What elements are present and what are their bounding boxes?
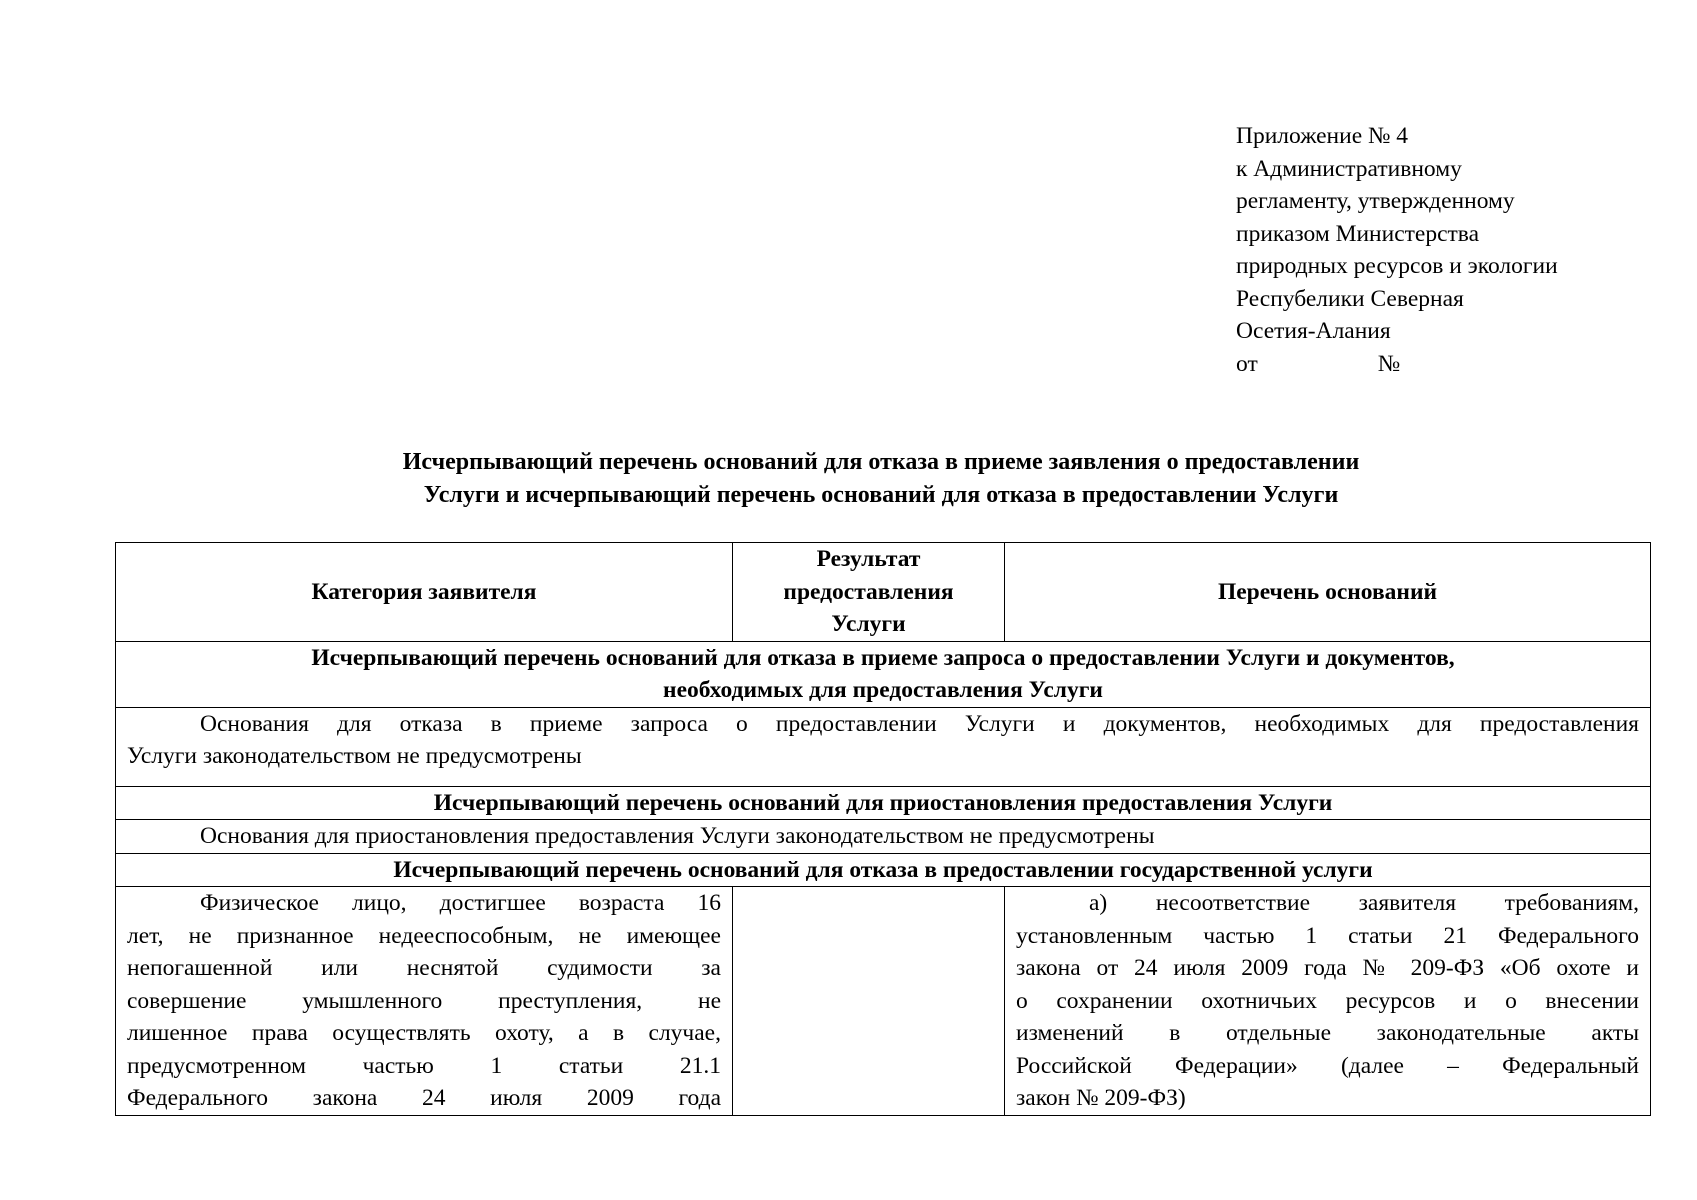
section-refusal-service-title: Исчерпывающий перечень оснований для отказа в предоставлении государственной услуги <box>116 853 1651 887</box>
section-suspension-title: Исчерпывающий перечень оснований для приостановления предоставления Услуги <box>116 786 1651 820</box>
annex-line: Осетия-Алания <box>1236 318 1391 344</box>
section-refusal-acceptance-title <box>116 641 1651 707</box>
annex-number-sign: № <box>1377 350 1401 377</box>
applicant-category-cell <box>116 887 733 1116</box>
category-line: совершение умышленного преступления, не <box>127 987 721 1014</box>
category-line: непогашенной или неснятой судимости за <box>127 955 721 981</box>
grounds-line: а) несоответствие заявителя требованиям, <box>1089 890 1639 916</box>
annex-line: приказом Министерства <box>1236 220 1480 247</box>
section-title-row <box>116 853 1651 887</box>
section-text-row <box>116 820 1651 854</box>
category-line: лет, не признанное недееспособным, не имеющее <box>127 922 721 949</box>
header-category: Категория заявителя <box>116 543 733 642</box>
result-cell <box>733 887 1005 1116</box>
table-row <box>116 887 1651 1116</box>
document-title-line: Исчерпывающий перечень оснований для отказа в приеме заявления о предоставлении <box>402 449 1360 475</box>
section-suspension-text: Основания для приостановления предоставления Услуги законодательством не предусмотрены <box>116 820 1651 854</box>
header-grounds: Перечень оснований <box>1005 543 1651 642</box>
table-header-row <box>116 543 1651 642</box>
section-title-row <box>116 786 1651 820</box>
grounds-line: о сохранении охотничьих ресурсов и о внесении <box>1016 987 1639 1014</box>
annex-line: природных ресурсов и экологии <box>1236 253 1558 279</box>
header-result: Результат предоставления Услуги <box>733 543 1005 642</box>
category-line: лишенное права осуществлять охоту, а в случае, <box>127 1020 721 1046</box>
grounds-line: закона от 24 июля 2009 года № 209-ФЗ «Об охоте и <box>1016 955 1639 981</box>
annex-line: к Административному <box>1236 155 1462 182</box>
annex-header <box>1236 120 1666 380</box>
section-title-line: Исчерпывающий перечень оснований для отказа в приеме запроса о предоставлении Услуги и документов, <box>311 644 1455 671</box>
annex-line: регламенту, утвержденному <box>1236 188 1515 214</box>
grounds-table <box>115 542 1651 1116</box>
section-title-row <box>116 641 1651 707</box>
grounds-line: закон № 209-ФЗ) <box>1016 1085 1186 1111</box>
grounds-cell <box>1005 887 1651 1116</box>
section-text-line: Основания для отказа в приеме запроса о предоставлении Услуги и документов, необходимых для предоставления <box>200 710 1639 737</box>
category-line: Физическое лицо, достигшее возраста 16 <box>200 890 721 916</box>
grounds-line: изменений в отдельные законодательные акты <box>1016 1020 1639 1046</box>
section-refusal-acceptance-text <box>116 707 1651 786</box>
category-line: предусмотренном частью 1 статьи 21.1 <box>127 1052 721 1079</box>
annex-line: Приложение № 4 <box>1236 123 1409 149</box>
category-line: Федерального закона 24 июля 2009 года <box>127 1085 721 1111</box>
section-title-line: необходимых для предоставления Услуги <box>663 677 1103 703</box>
section-text-line: Услуги законодательством не предусмотрены <box>127 743 582 769</box>
grounds-line: Российской Федерации» (далее – Федеральный <box>1016 1052 1639 1079</box>
document-title <box>116 446 1646 511</box>
document-title-line: Услуги и исчерпывающий перечень оснований для отказа в предоставлении Услуги <box>423 481 1339 508</box>
annex-date-prefix: от <box>1236 350 1258 377</box>
grounds-line: установленным частью 1 статьи 21 Федерального <box>1016 922 1639 949</box>
annex-date-line <box>1236 348 1666 381</box>
annex-line: Респубелики Северная <box>1236 285 1464 312</box>
section-text-row <box>116 707 1651 786</box>
